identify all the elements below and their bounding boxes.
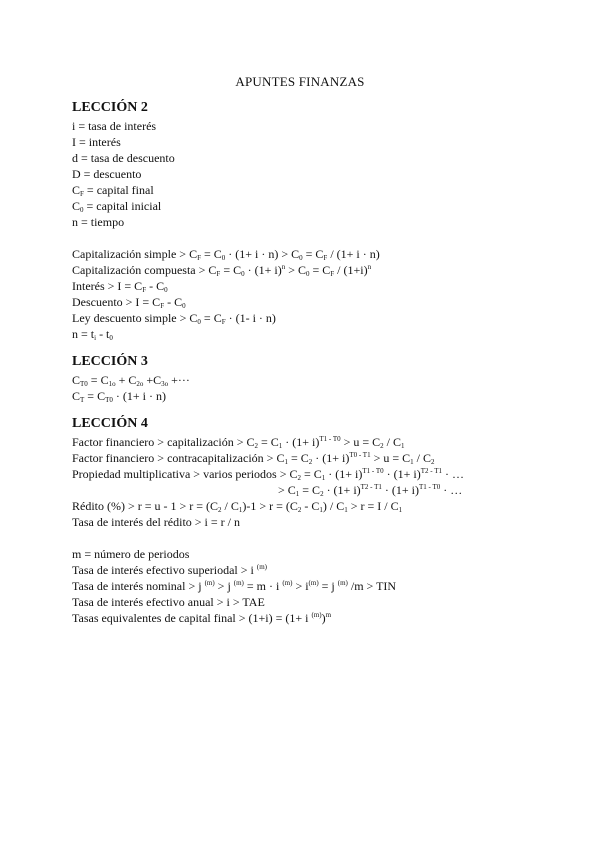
formula-capital-t: $C_T = C_{T0} \cdot (1+ i \cdot n)$ bbox=[72, 389, 166, 404]
formula-interes: Interés > $I = C_F - C_0$ bbox=[72, 279, 168, 294]
heading-leccion-4: LECCIÓN 4 bbox=[72, 416, 148, 431]
formula-interes-nominal: Tasa de interés nominal > j $^{(m)}$ > j $^{(m)}$ = m · i $^{(m)} > i^{(m)} = j$ $^{(m)}$ /m > TIN bbox=[72, 579, 397, 593]
formula-propiedad-multiplicativa-inversa: > $C_1 = C_2 \cdot (1+ i)^{T2 - T1} \cdot (1+ i)^{T1 - T0}$ · … bbox=[278, 483, 463, 498]
formula-interes-efectivo-subperiodal: Tasa de interés efectivo superiodal > i $^{(m)}$ bbox=[72, 563, 267, 577]
formula-descuento: Descuento > $I = C_F - C_0$ bbox=[72, 295, 186, 310]
formula-capitalizacion-simple: Capitalización simple > $C_F = C_0 \cdot (1+ i \cdot n) > C_0 = C_F / (1+ i \cdot n)$ bbox=[72, 247, 380, 262]
heading-leccion-2: LECCIÓN 2 bbox=[72, 100, 148, 115]
formula-factor-capitalizacion: Factor financiero > capitalización > $C_2 = C_1 \cdot (1+ i)^{T1 - T0} > u = C_2 / C_1$ bbox=[72, 435, 405, 450]
definition-numero-periodos: m = número de periodos bbox=[72, 547, 190, 561]
definition-line: d = tasa de descuento bbox=[72, 151, 175, 165]
document-body bbox=[72, 98, 542, 626]
formula-redito: Rédito (%) > $r = u - 1 > r = (C_2 / C_1)-1 > r = (C_2 - C_1) / C_1 > r = I / C_1$ bbox=[72, 499, 403, 514]
definition-line-capital-inicial: $C_0$ = capital inicial bbox=[72, 199, 162, 214]
formula-ley-descuento-simple: Ley descuento simple > $C_0 = C_F \cdot (1-$ i · n) bbox=[72, 311, 276, 326]
formula-interes-efectivo-anual: Tasa de interés efectivo anual > i > TAE bbox=[72, 595, 265, 609]
formula-propiedad-multiplicativa: Propiedad multiplicativa > varios periodos > $C_2 = C_1 \cdot (1+ i)^{T1 - T0} \cdot (1+ i)^{T2 - T1}$ · … bbox=[72, 467, 464, 482]
document-title: APUNTES FINANZAS bbox=[235, 74, 365, 89]
definition-line: n = tiempo bbox=[72, 215, 125, 229]
formula-capitalizacion-compuesta: Capitalización compuesta > $C_F = C_0 \cdot (1+ i)^n > C_0 = C_F / (1+i)^n$ bbox=[72, 263, 372, 278]
definition-line: I = interés bbox=[72, 135, 121, 149]
definition-line: D = descuento bbox=[72, 167, 142, 181]
definition-line: i = tasa de interés bbox=[72, 119, 157, 133]
formula-tasas-equivalentes: Tasas equivalentes de capital final > (1+i) = (1+ i $^{(m)}$)$^m$ bbox=[72, 611, 332, 625]
formula-tiempo: $n = t_i - t_0$ bbox=[72, 327, 113, 342]
definition-line-capital-final: $C_F$ = capital final bbox=[72, 183, 154, 198]
formula-suma-capitales: $C_{T0} = C_{1o} + C_{2o} +C_{3o}$ +··· bbox=[72, 373, 190, 388]
heading-leccion-3: LECCIÓN 3 bbox=[72, 354, 148, 369]
formula-tasa-interes-redito: Tasa de interés del rédito > i = r / n bbox=[72, 515, 240, 529]
formula-factor-contracapitalizacion: Factor financiero > contracapitalización > $C_1 = C_2 \cdot (1+ i)^{T0 - T1} > u = C_1 / C_2$ bbox=[72, 451, 435, 466]
